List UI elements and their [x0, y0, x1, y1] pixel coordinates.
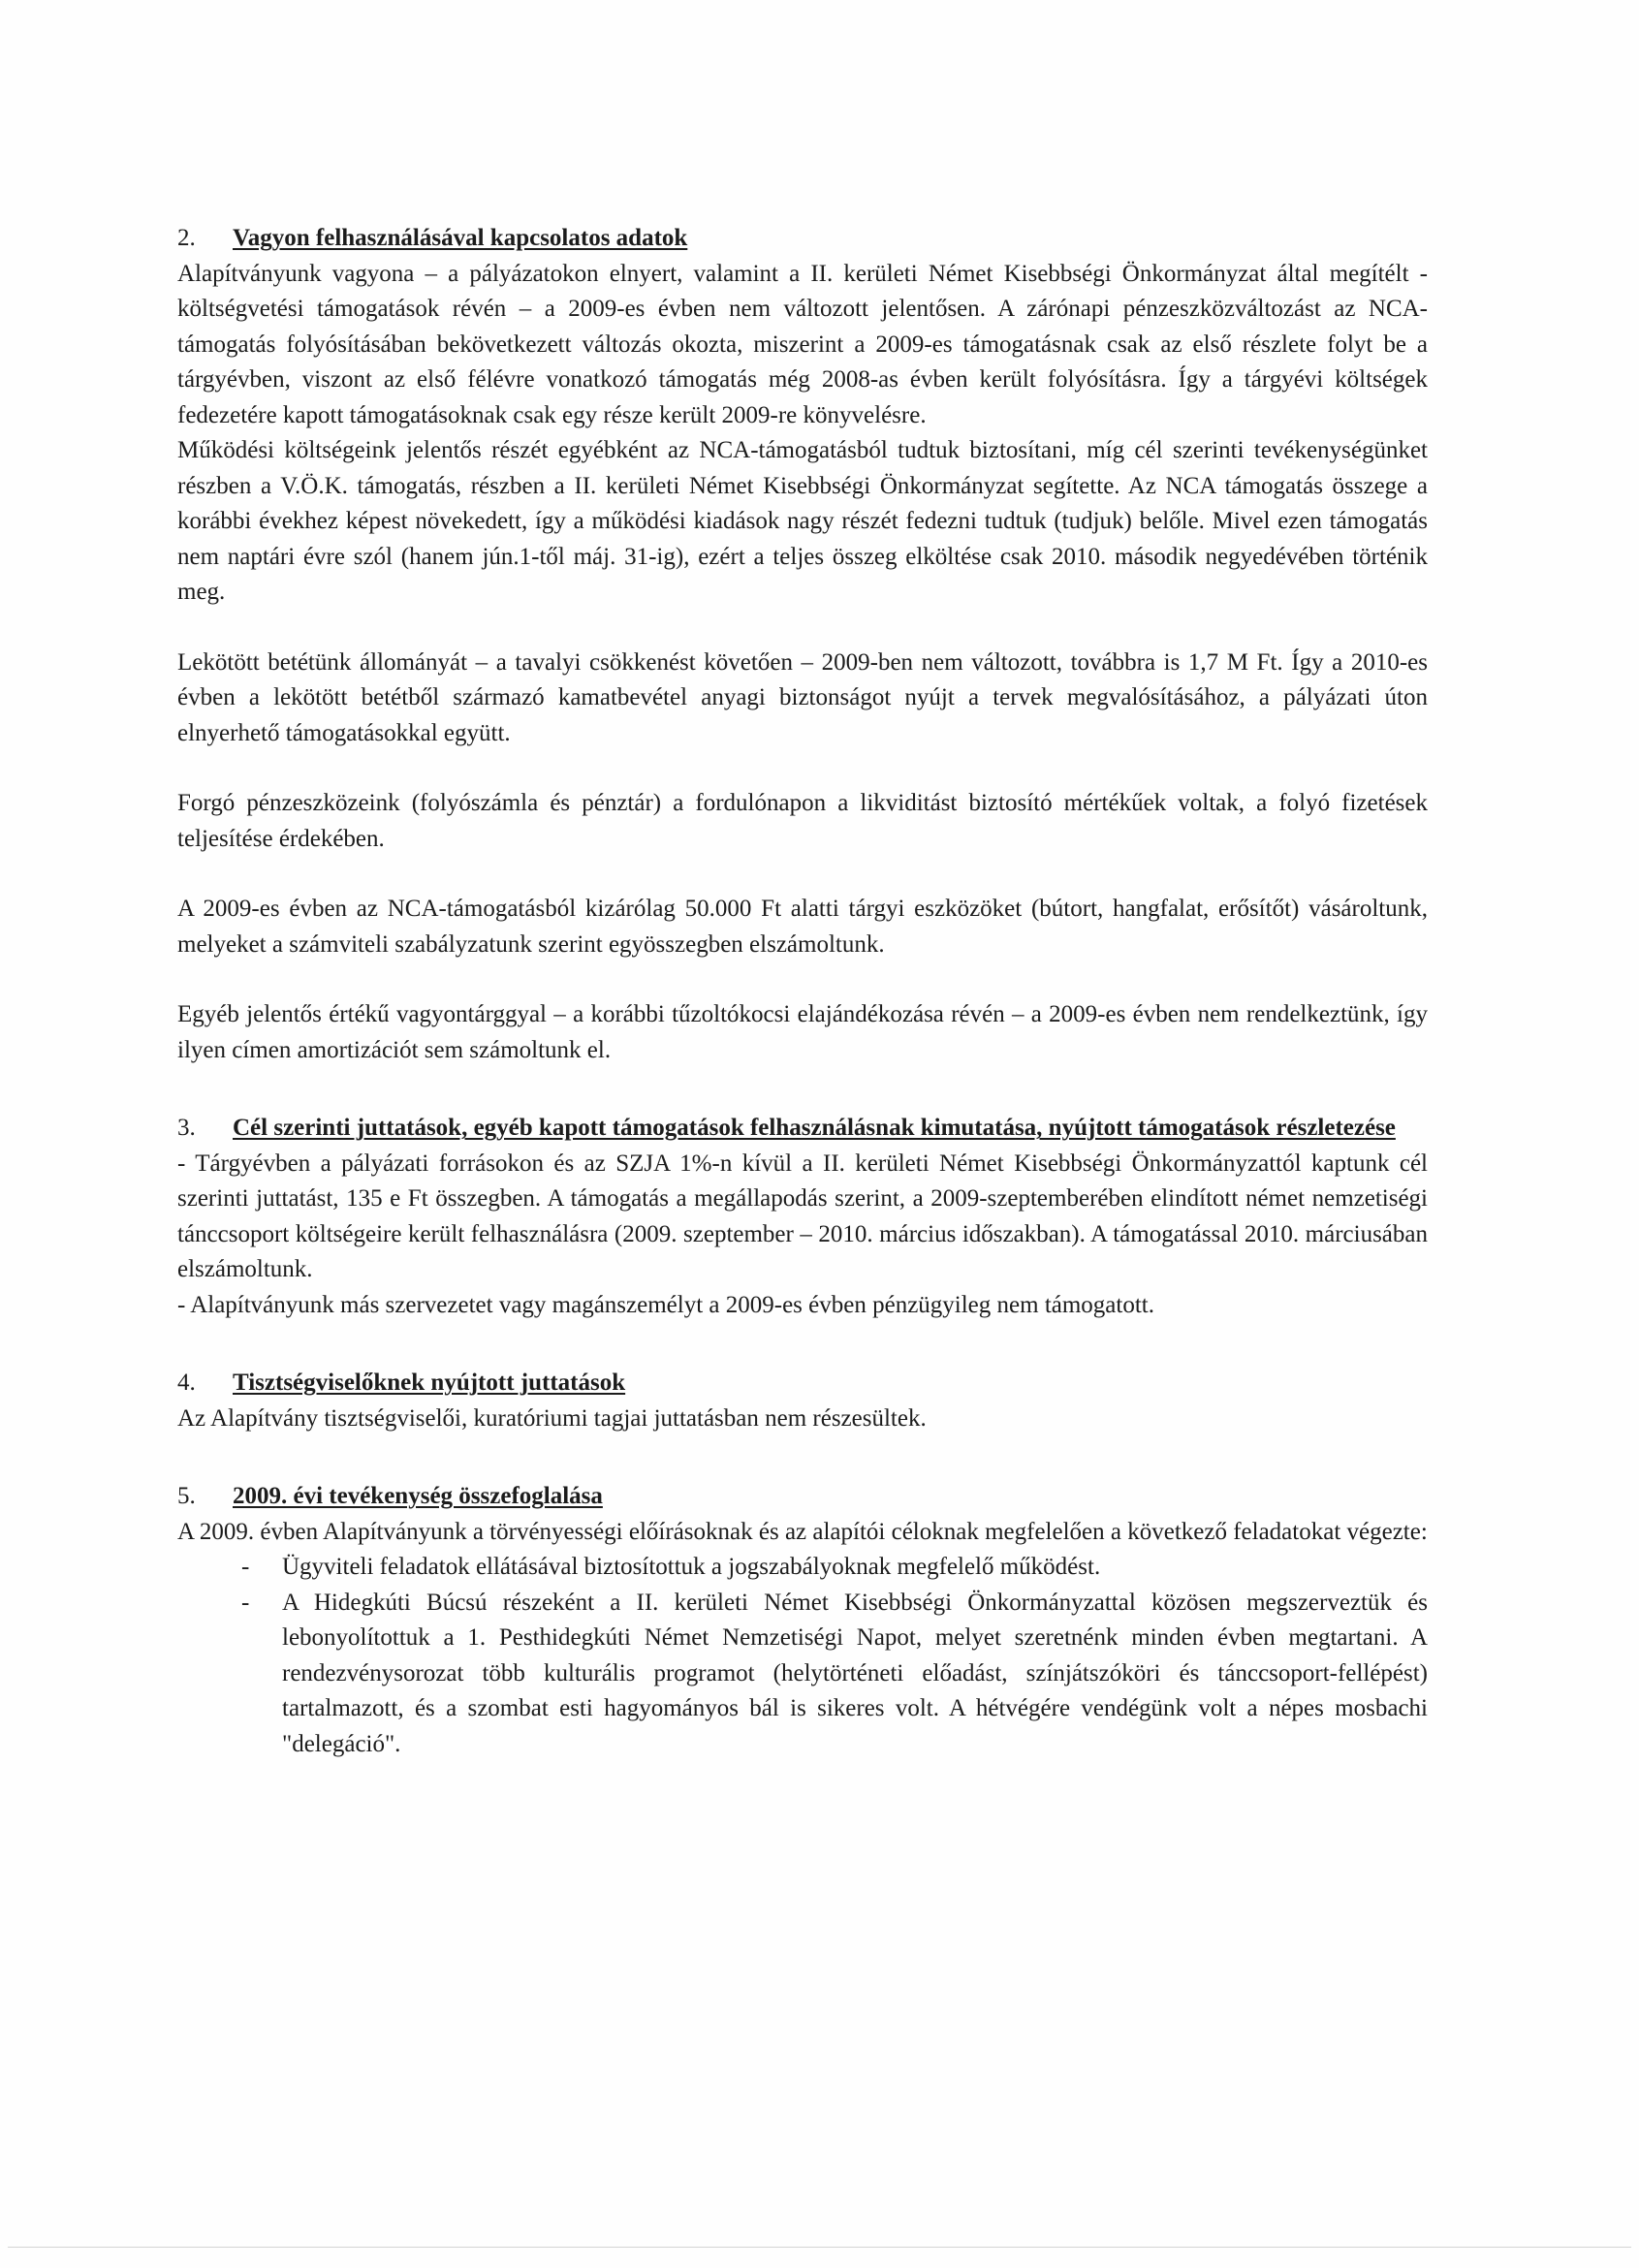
section-5-number: 5. [177, 1483, 196, 1509]
section-3-title: Cél szerinti juttatások, egyéb kapott támogatások felhasználásnak kimutatása, nyújtott támogatások részletezése [233, 1115, 1396, 1141]
section-2-number: 2. [177, 225, 196, 251]
section-2-heading [177, 221, 1428, 257]
list-item: - Ügyviteli feladatok ellátásával biztosítottuk a jogszabályoknak megfelelő működést. [282, 1550, 1428, 1586]
section-3-heading [177, 1111, 1428, 1147]
section-5-heading [177, 1479, 1428, 1515]
section-2-paragraph-5: A 2009-es évben az NCA-támogatásból kizárólag 50.000 Ft alatti tárgyi eszközöket (bútort, hangfalat, erősítőt) vásároltunk, melyeket a számviteli szabályzatunk szerint egyösszegben elszámoltunk. [177, 896, 1428, 958]
scan-edge-divider [8, 2247, 1631, 2248]
section-5-task-list [177, 1550, 1428, 1762]
section-4-title: Tisztségviselőknek nyújtott juttatások [233, 1370, 626, 1396]
section-3-paragraph-1: - Tárgyévben a pályázati forrásokon és az SZJA 1%-n kívül a II. kerületi Német Kisebbségi Önkormányzattól kaptunk cél szerinti juttatást, 135 e Ft összegben. A támogatás a megállapodás szerint, a 2009-szeptemberében elindított német nemzetiségi tánccsoport költségeire került felhasználásra (2009. szeptember – 2010. március időszakban). A támogatással 2010. márciusában elszámoltunk. [177, 1150, 1428, 1282]
section-2-paragraph-6: Egyéb jelentős értékű vagyontárggyal – a korábbi tűzoltókocsi elajándékozása révén – a 2009-es évben nem rendelkeztünk, így ilyen címen amortizációt sem számoltunk el. [177, 1001, 1428, 1063]
section-4-number: 4. [177, 1370, 196, 1396]
section-2-paragraph-2: Működési költségeink jelentős részét egyébként az NCA-támogatásból tudtuk biztosítani, míg cél szerinti tevékenységünket részben a V.Ö.K. támogatás, részben a II. kerületi Német Kisebbségi Önkormányzat segítette. Az NCA támogatás összege a korábbi évekhez képest növekedett, így a működési kiadások nagy részét fedezni tudtuk (tudjuk) belőle. Mivel ezen támogatás nem naptári évre szól (hanem jún.1-től máj. 31-ig), ezért a teljes összeg elköltése csak 2010. második negyedévében történik meg. [177, 437, 1428, 605]
section-2-paragraph-3: Lekötött betétünk állományát – a tavalyi csökkenést követően – 2009-ben nem változott, továbbra is 1,7 M Ft. Így a 2010-es évben a lekötött betétből származó kamatbevétel anyagi biztonságot nyújt a tervek megvalósításához, a pályázati úton elnyerhető támogatásokkal együtt. [177, 648, 1428, 746]
section-3-number: 3. [177, 1115, 196, 1141]
section-3-paragraph-2: - Alapítványunk más szervezetet vagy magánszemélyt a 2009-es évben pénzügyileg nem támogatott. [177, 1291, 1154, 1318]
section-4-heading [177, 1366, 1428, 1402]
section-5-paragraph-1: A 2009. évben Alapítványunk a törvényességi előírásoknak és az alapítói céloknak megfelelően a következő feladatokat végezte: [177, 1518, 1428, 1545]
section-2-title: Vagyon felhasználásával kapcsolatos adatok [233, 225, 688, 251]
section-2-paragraph-4: Forgó pénzeszközeink (folyószámla és pénztár) a fordulónapon a likviditást biztosító mértékűek voltak, a folyó fizetések teljesítése érdekében. [177, 790, 1428, 852]
section-5-title: 2009. évi tevékenység összefoglalása [233, 1483, 603, 1509]
section-4-paragraph-1: Az Alapítvány tisztségviselői, kuratóriumi tagjai juttatásban nem részesültek. [177, 1404, 927, 1432]
list-item: - A Hidegkúti Búcsú részeként a II. kerületi Német Kisebbségi Önkormányzattal közösen megszerveztük és lebonyolítottuk a 1. Pesthidegkúti Német Nemzetiségi Napot, melyet szeretnénk minden évben megtartani. A rendezvénysorozat több kulturális programot (helytörténeti előadást, színjátszóköri és tánccsoport-fellépést) tartalmazott, és a szombat esti hagyományos bál is sikeres volt. A hétvégére vendégünk volt a népes mosbachi "delegáció". [282, 1586, 1428, 1763]
section-2-paragraph-1: Alapítványunk vagyona – a pályázatokon elnyert, valamint a II. kerületi Német Kisebbségi Önkormányzat által megítélt - költségvetési támogatások révén – a 2009-es évben nem változott jelentősen. A zárónapi pénzeszközváltozást az NCA-támogatás folyósításában bekövetkezett változás okozta, miszerint a 2009-es támogatásnak csak az első részlete folyt be a tárgyévben, viszont az első félévre vonatkozó támogatás még 2008-as évben került folyósításra. Így a tárgyévi költségek fedezetére kapott támogatásoknak csak egy része került 2009-re könyvelésre. [177, 260, 1428, 428]
document-page [177, 221, 1428, 1762]
